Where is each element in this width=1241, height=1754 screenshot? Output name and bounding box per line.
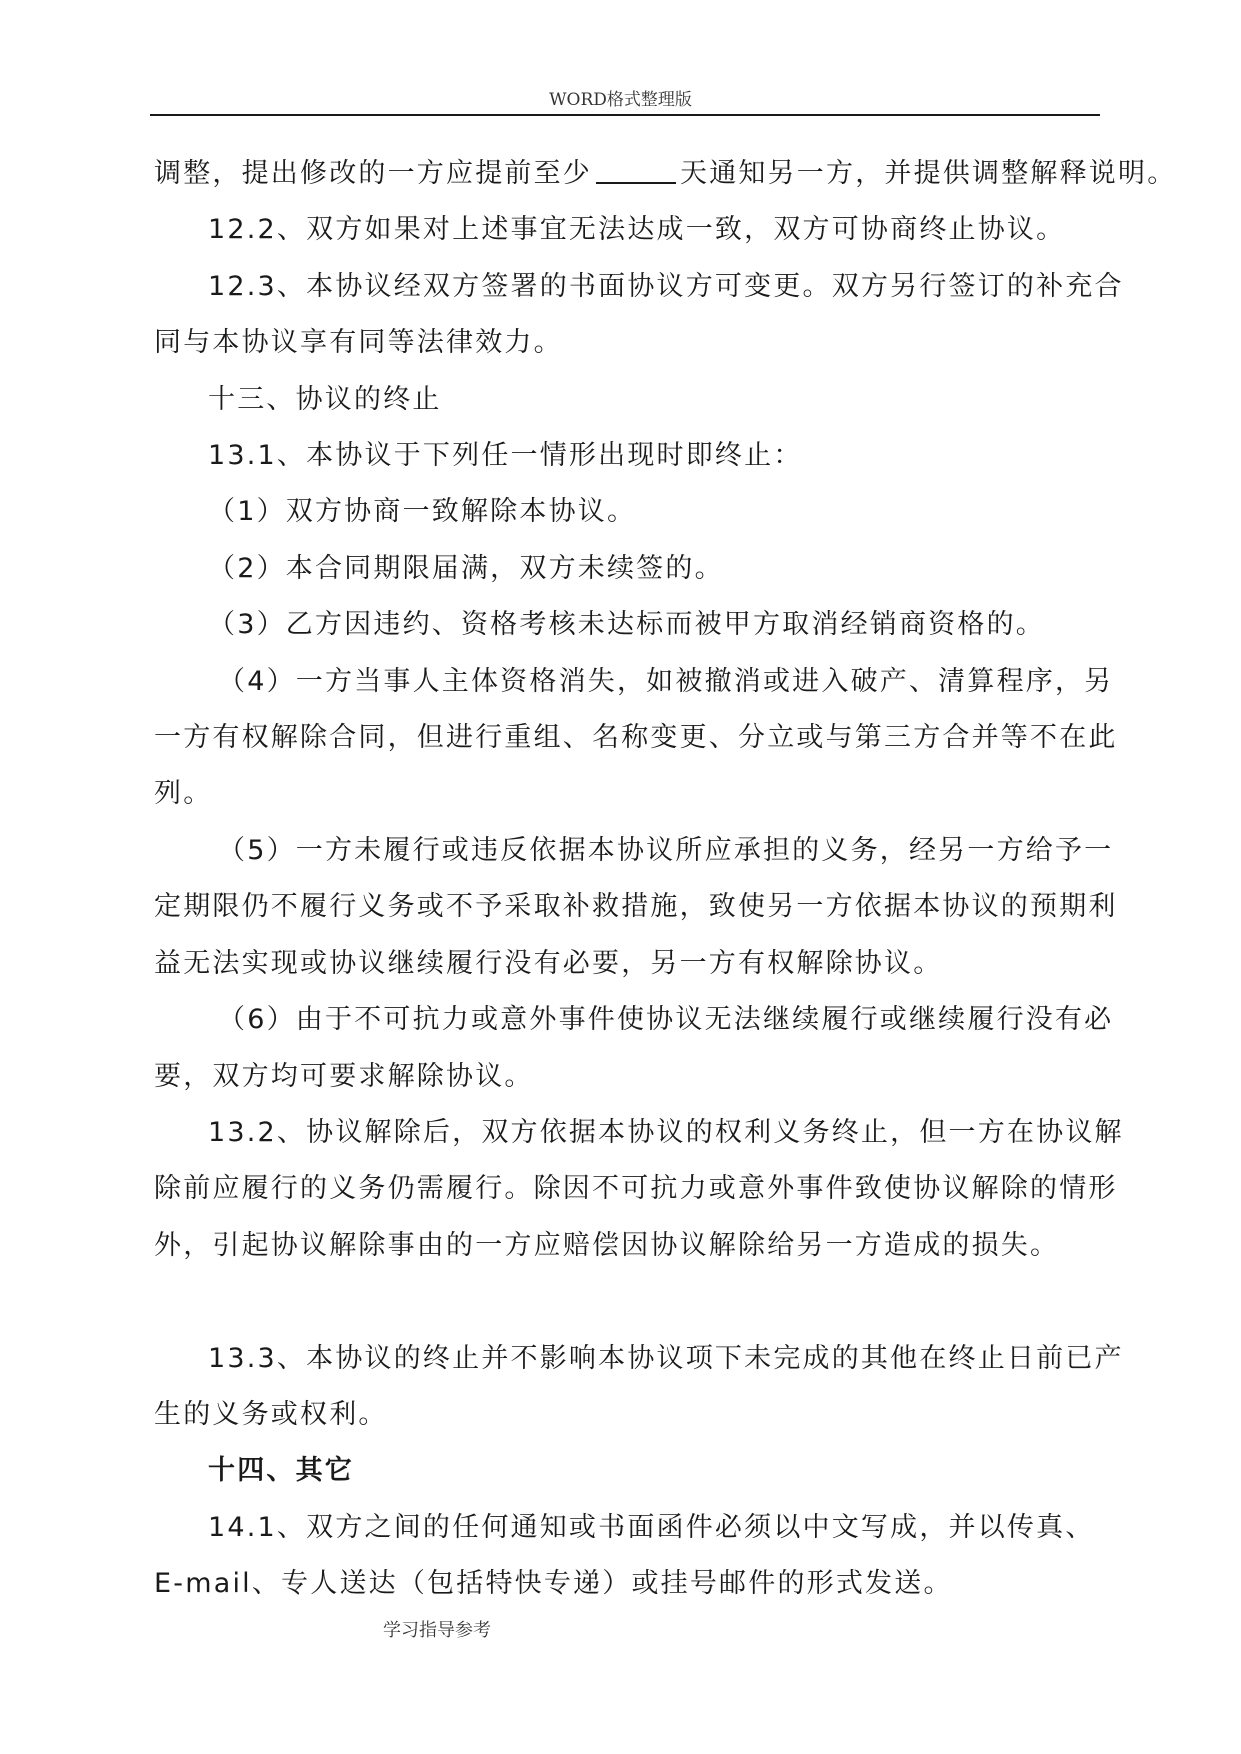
- blank-gap: [154, 1274, 1100, 1330]
- header-divider: [150, 114, 1100, 116]
- paragraph-line: 外，引起协议解除事由的一方应赔偿因协议解除给另一方造成的损失。: [154, 1229, 1060, 1261]
- list-item-5: （5）一方未履行或违反依据本协议所应承担的义务，经另一方给予一: [218, 834, 1114, 866]
- page-footer-text: 学习指导参考: [383, 1620, 491, 1641]
- paragraph-line: 定期限仍不履行义务或不予采取补救措施，致使另一方依据本协议的预期利: [154, 891, 1118, 923]
- paragraph-line: 要，双方均可要求解除协议。: [154, 1060, 534, 1092]
- paragraph-line: 同与本协议享有同等法律效力。: [154, 327, 563, 359]
- clause-12-2: 12.2、双方如果对上述事宜无法达成一致，双方可协商终止协议。: [208, 214, 1066, 246]
- document-body: [154, 146, 1177, 1613]
- clause-13-1: 13.1、本协议于下列任一情形出现时即终止：: [208, 440, 803, 472]
- page-header-title: WORD格式整理版: [549, 90, 692, 110]
- line-text: 调整，提出修改的一方应提前至少: [154, 158, 592, 189]
- paragraph-line: 一方有权解除合同，但进行重组、名称变更、分立或与第三方合并等不在此: [154, 722, 1118, 754]
- list-item-2: （2）本合同期限届满，双方未续签的。: [208, 552, 724, 584]
- list-item-4: （4）一方当事人主体资格消失，如被撤消或进入破产、清算程序，另: [218, 665, 1114, 697]
- paragraph-line: 列。: [154, 778, 213, 810]
- clause-13-3: 13.3、本协议的终止并不影响本协议项下未完成的其他在终止日前已产: [208, 1342, 1124, 1374]
- paragraph-line: 除前应履行的义务仍需履行。除因不可抗力或意外事件致使协议解除的情形: [154, 1173, 1118, 1205]
- fill-in-blank: [596, 182, 676, 184]
- list-item-1: （1）双方协商一致解除本协议。: [208, 496, 637, 528]
- clause-14-1: 14.1、双方之间的任何通知或书面函件必须以中文写成，并以传真、: [208, 1511, 1095, 1543]
- paragraph-line: 益无法实现或协议继续履行没有必要，另一方有权解除协议。: [154, 947, 943, 979]
- paragraph-line: [154, 146, 1177, 202]
- clause-12-3: 12.3、本协议经双方签署的书面协议方可变更。双方另行签订的补充合: [208, 270, 1124, 302]
- list-item-3: （3）乙方因违约、资格考核未达标而被甲方取消经销商资格的。: [208, 609, 1045, 641]
- line-text: 天通知另一方，并提供调整解释说明。: [680, 158, 1177, 189]
- clause-13-2: 13.2、协议解除后，双方依据本协议的权利义务终止，但一方在协议解: [208, 1116, 1124, 1148]
- list-item-6: （6）由于不可抗力或意外事件使协议无法继续履行或继续履行没有必: [218, 1004, 1114, 1036]
- section-heading-14: 十四、其它: [208, 1455, 354, 1487]
- paragraph-line: 生的义务或权利。: [154, 1398, 388, 1430]
- paragraph-line: E-mail、专人送达（包括特快专递）或挂号邮件的形式发送。: [154, 1568, 953, 1600]
- section-heading-13: 十三、协议的终止: [208, 383, 442, 415]
